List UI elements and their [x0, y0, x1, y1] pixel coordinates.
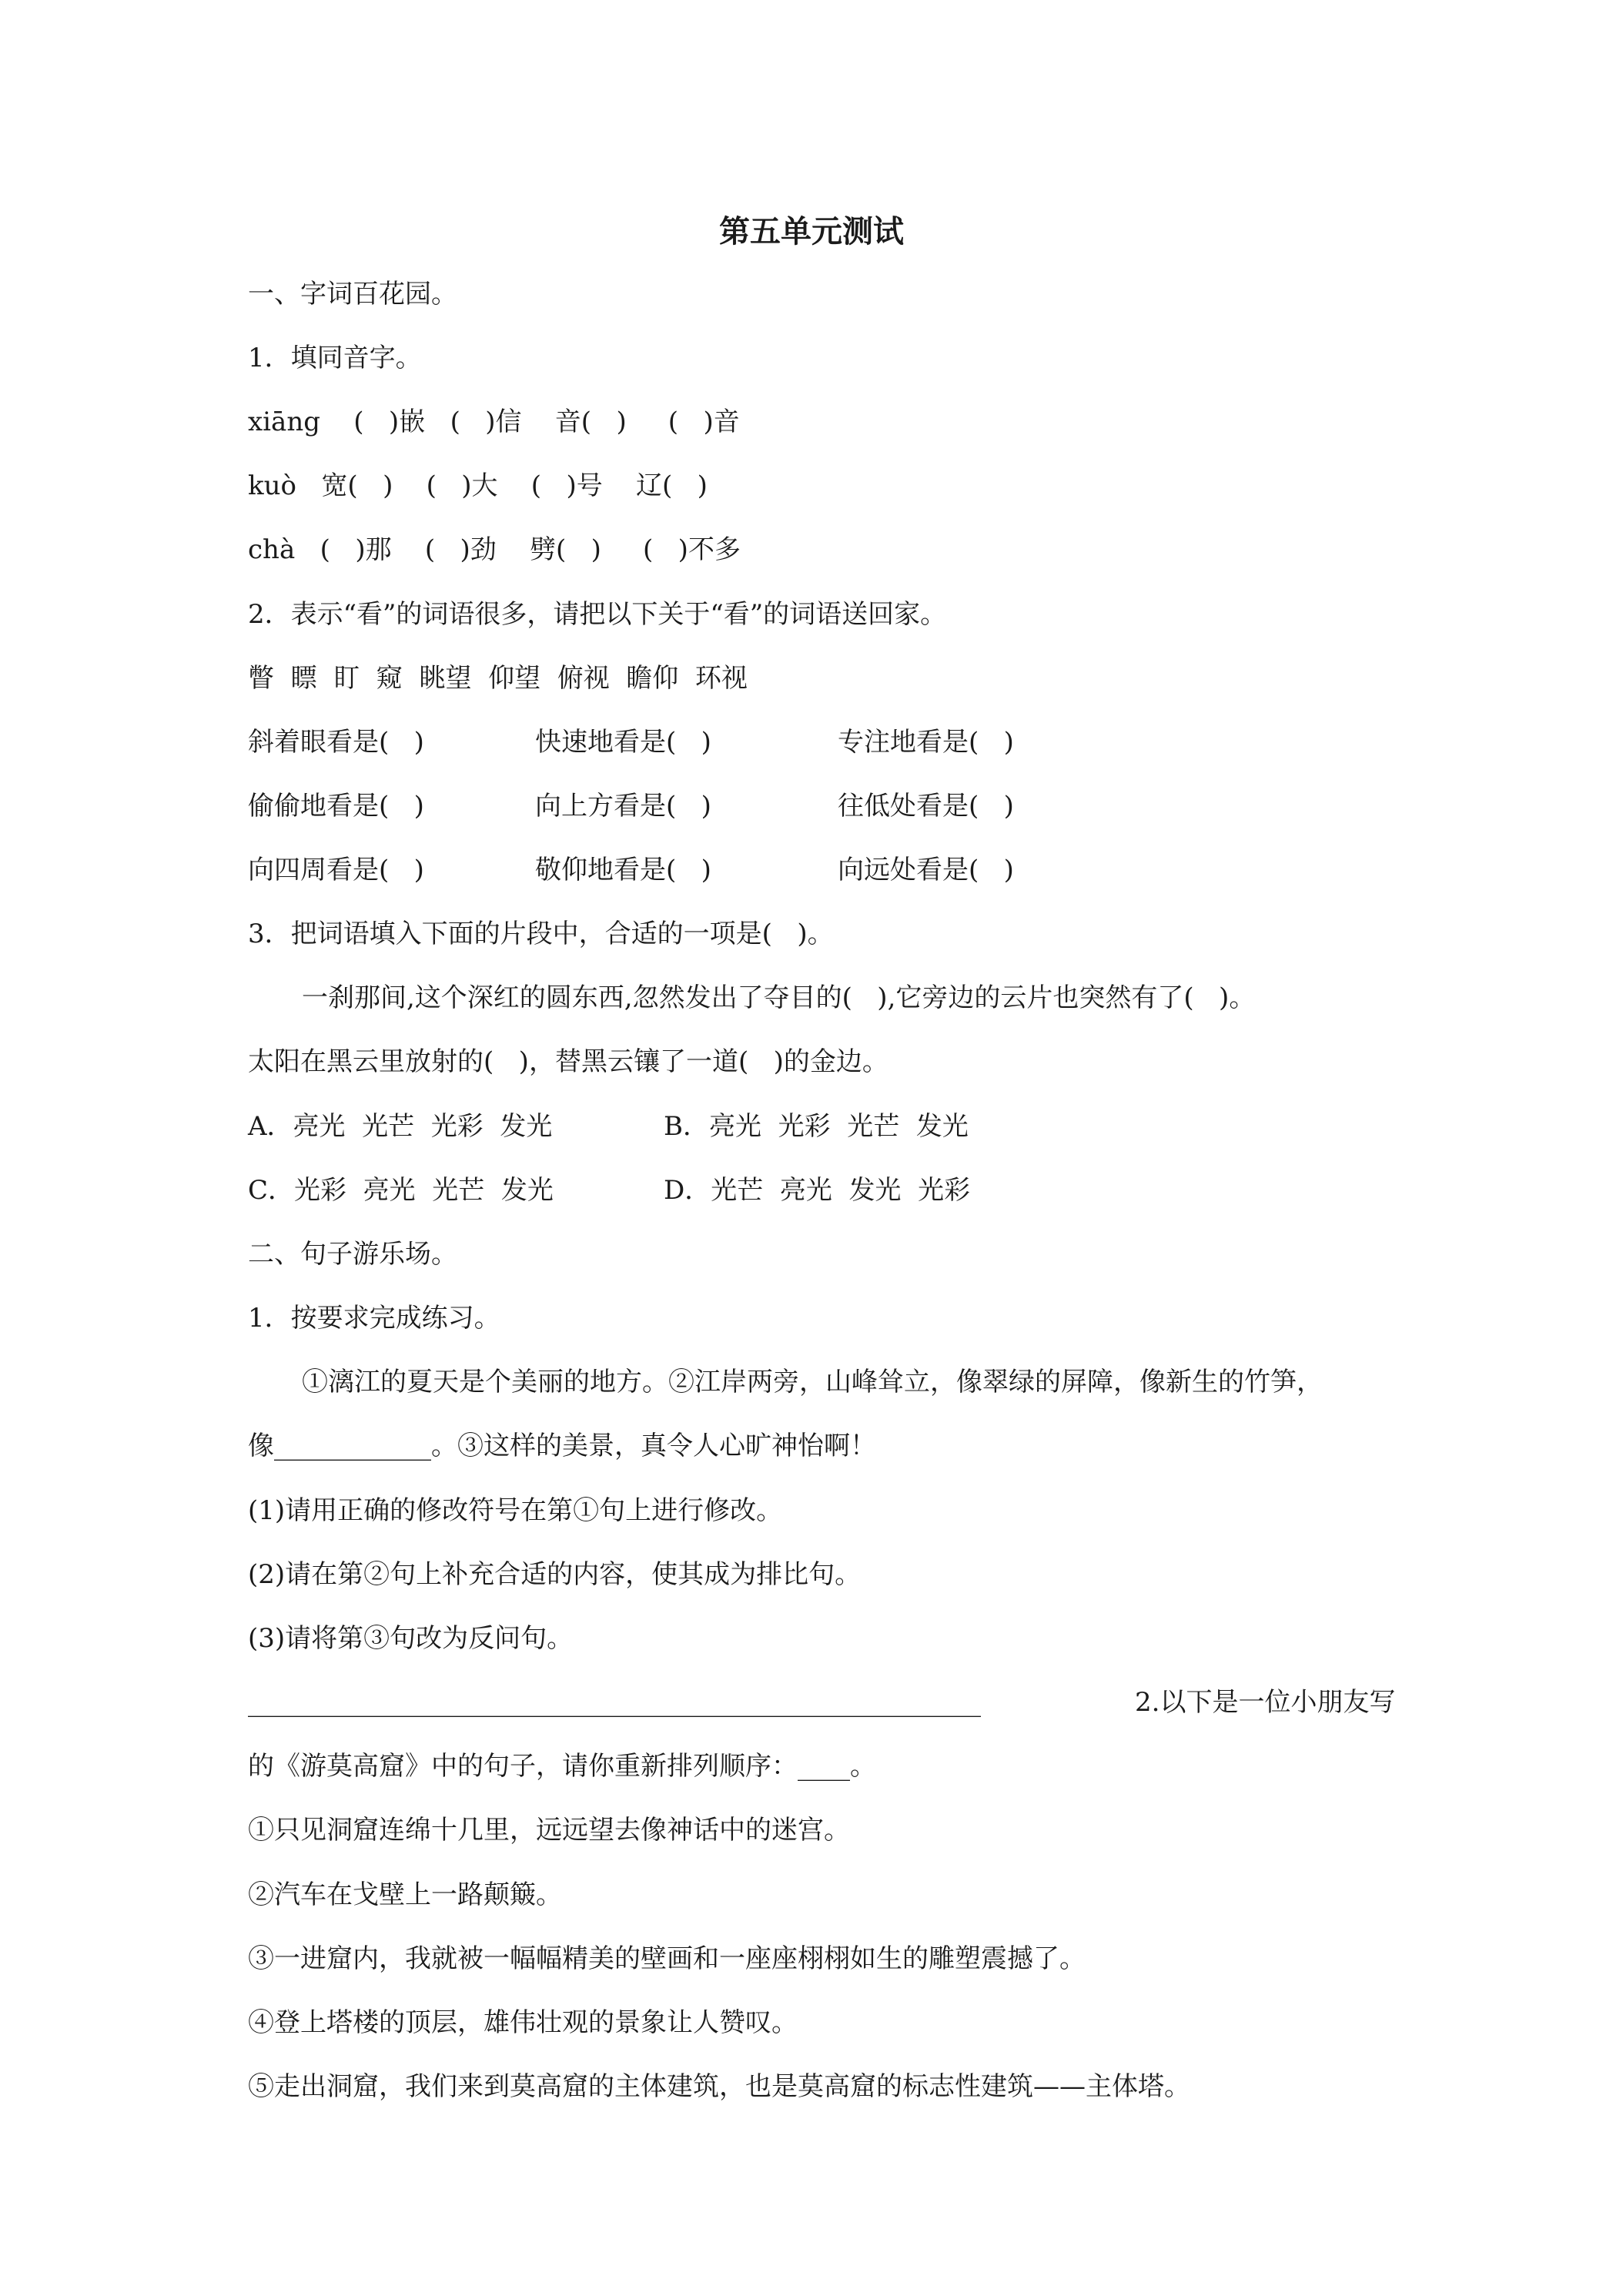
q2-row2-col1: 偷偷地看是( ): [248, 791, 424, 822]
s2-q1-sub3: (3)请将第③句改为反问句。: [248, 1623, 574, 1654]
q2-title: 2．表示“看”的词语很多，请把以下关于“看”的词语送回家。: [248, 599, 947, 630]
q2-row2-col2: 向上方看是( ): [535, 791, 711, 822]
s2-q2-item5: ⑤走出洞窟，我们来到莫高窟的主体建筑，也是莫高窟的标志性建筑——主体塔。: [248, 2071, 1190, 2102]
q2-row3-col1: 向四周看是( ): [248, 855, 424, 885]
q1-title: 1．填同音字。: [248, 343, 422, 373]
q3-passage-line2: 太阳在黑云里放射的( )，替黑云镶了一道( )的金边。: [248, 1046, 888, 1077]
q3-option-a: A．亮光 光芒 光彩 发光: [248, 1111, 553, 1142]
s2-q1-passage-line1: ①漓江的夏天是个美丽的地方。②江岸两旁，山峰耸立，像翠绿的屏障，像新生的竹笋，: [302, 1367, 1323, 1397]
q3-passage-line1: 一刹那间,这个深红的圆东西,忽然发出了夺目的( ),它旁边的云片也突然有了( )。: [302, 982, 1256, 1013]
q2-row2-col3: 往低处看是( ): [838, 791, 1014, 822]
q2-row1-col3: 专注地看是( ): [838, 727, 1014, 758]
s2-q2-item3: ③一进窟内，我就被一幅幅精美的壁画和一座座栩栩如生的雕塑震撼了。: [248, 1943, 1086, 1974]
s2-q1-passage-line2: 像____________。③这样的美景，真令人心旷神怡啊！: [248, 1431, 876, 1461]
s2-q2-item4: ④登上塔楼的顶层，雄伟壮观的景象让人赞叹。: [248, 2007, 798, 2038]
s2-q2-item2: ②汽车在戈壁上一路颠簸。: [248, 1879, 562, 1910]
q2-word-bank: 瞥 瞟 盯 窥 眺望 仰望 俯视 瞻仰 环视: [248, 663, 748, 694]
page-title: 第五单元测试: [719, 213, 904, 249]
pinyin-line-cha: chà ( )那 ( )劲 劈( ) ( )不多: [248, 534, 741, 565]
q3-option-b: B．亮光 光彩 光芒 发光: [664, 1111, 969, 1142]
s2-q1-sub2: (2)请在第②句上补充合适的内容，使其成为排比句。: [248, 1559, 862, 1590]
s2-q2-title-cont: 的《游莫高窟》中的句子，请你重新排列顺序：____。: [248, 1751, 876, 1782]
s2-q2-item1: ①只见洞窟连绵十几里，远远望去像神话中的迷宫。: [248, 1815, 850, 1846]
s2-q2-title-start: 2.以下是一位小朋友写: [1135, 1687, 1396, 1718]
q2-row3-col3: 向远处看是( ): [838, 855, 1014, 885]
pinyin-line-xiang: xiāng ( )嵌 ( )信 音( ) ( )音: [248, 407, 740, 437]
q2-row1-col1: 斜着眼看是( ): [248, 727, 424, 758]
q2-row1-col2: 快速地看是( ): [535, 727, 711, 758]
q3-option-d: D．光芒 亮光 发光 光彩: [664, 1175, 971, 1206]
pinyin-line-kuo: kuò 宽( ) ( )大 ( )号 辽( ): [248, 470, 708, 501]
answer-blank-line: ________________________________________________________: [248, 1687, 981, 1718]
s2-q1-sub1: (1)请用正确的修改符号在第①句上进行修改。: [248, 1495, 783, 1526]
q3-option-c: C．光彩 亮光 光芒 发光: [248, 1175, 554, 1206]
section1-heading: 一、字词百花园。: [248, 279, 457, 310]
s2-q1-title: 1．按要求完成练习。: [248, 1303, 500, 1334]
q2-row3-col2: 敬仰地看是( ): [535, 855, 711, 885]
q3-title: 3．把词语填入下面的片段中，合适的一项是( )。: [248, 919, 834, 949]
section2-heading: 二、句子游乐场。: [248, 1239, 457, 1270]
